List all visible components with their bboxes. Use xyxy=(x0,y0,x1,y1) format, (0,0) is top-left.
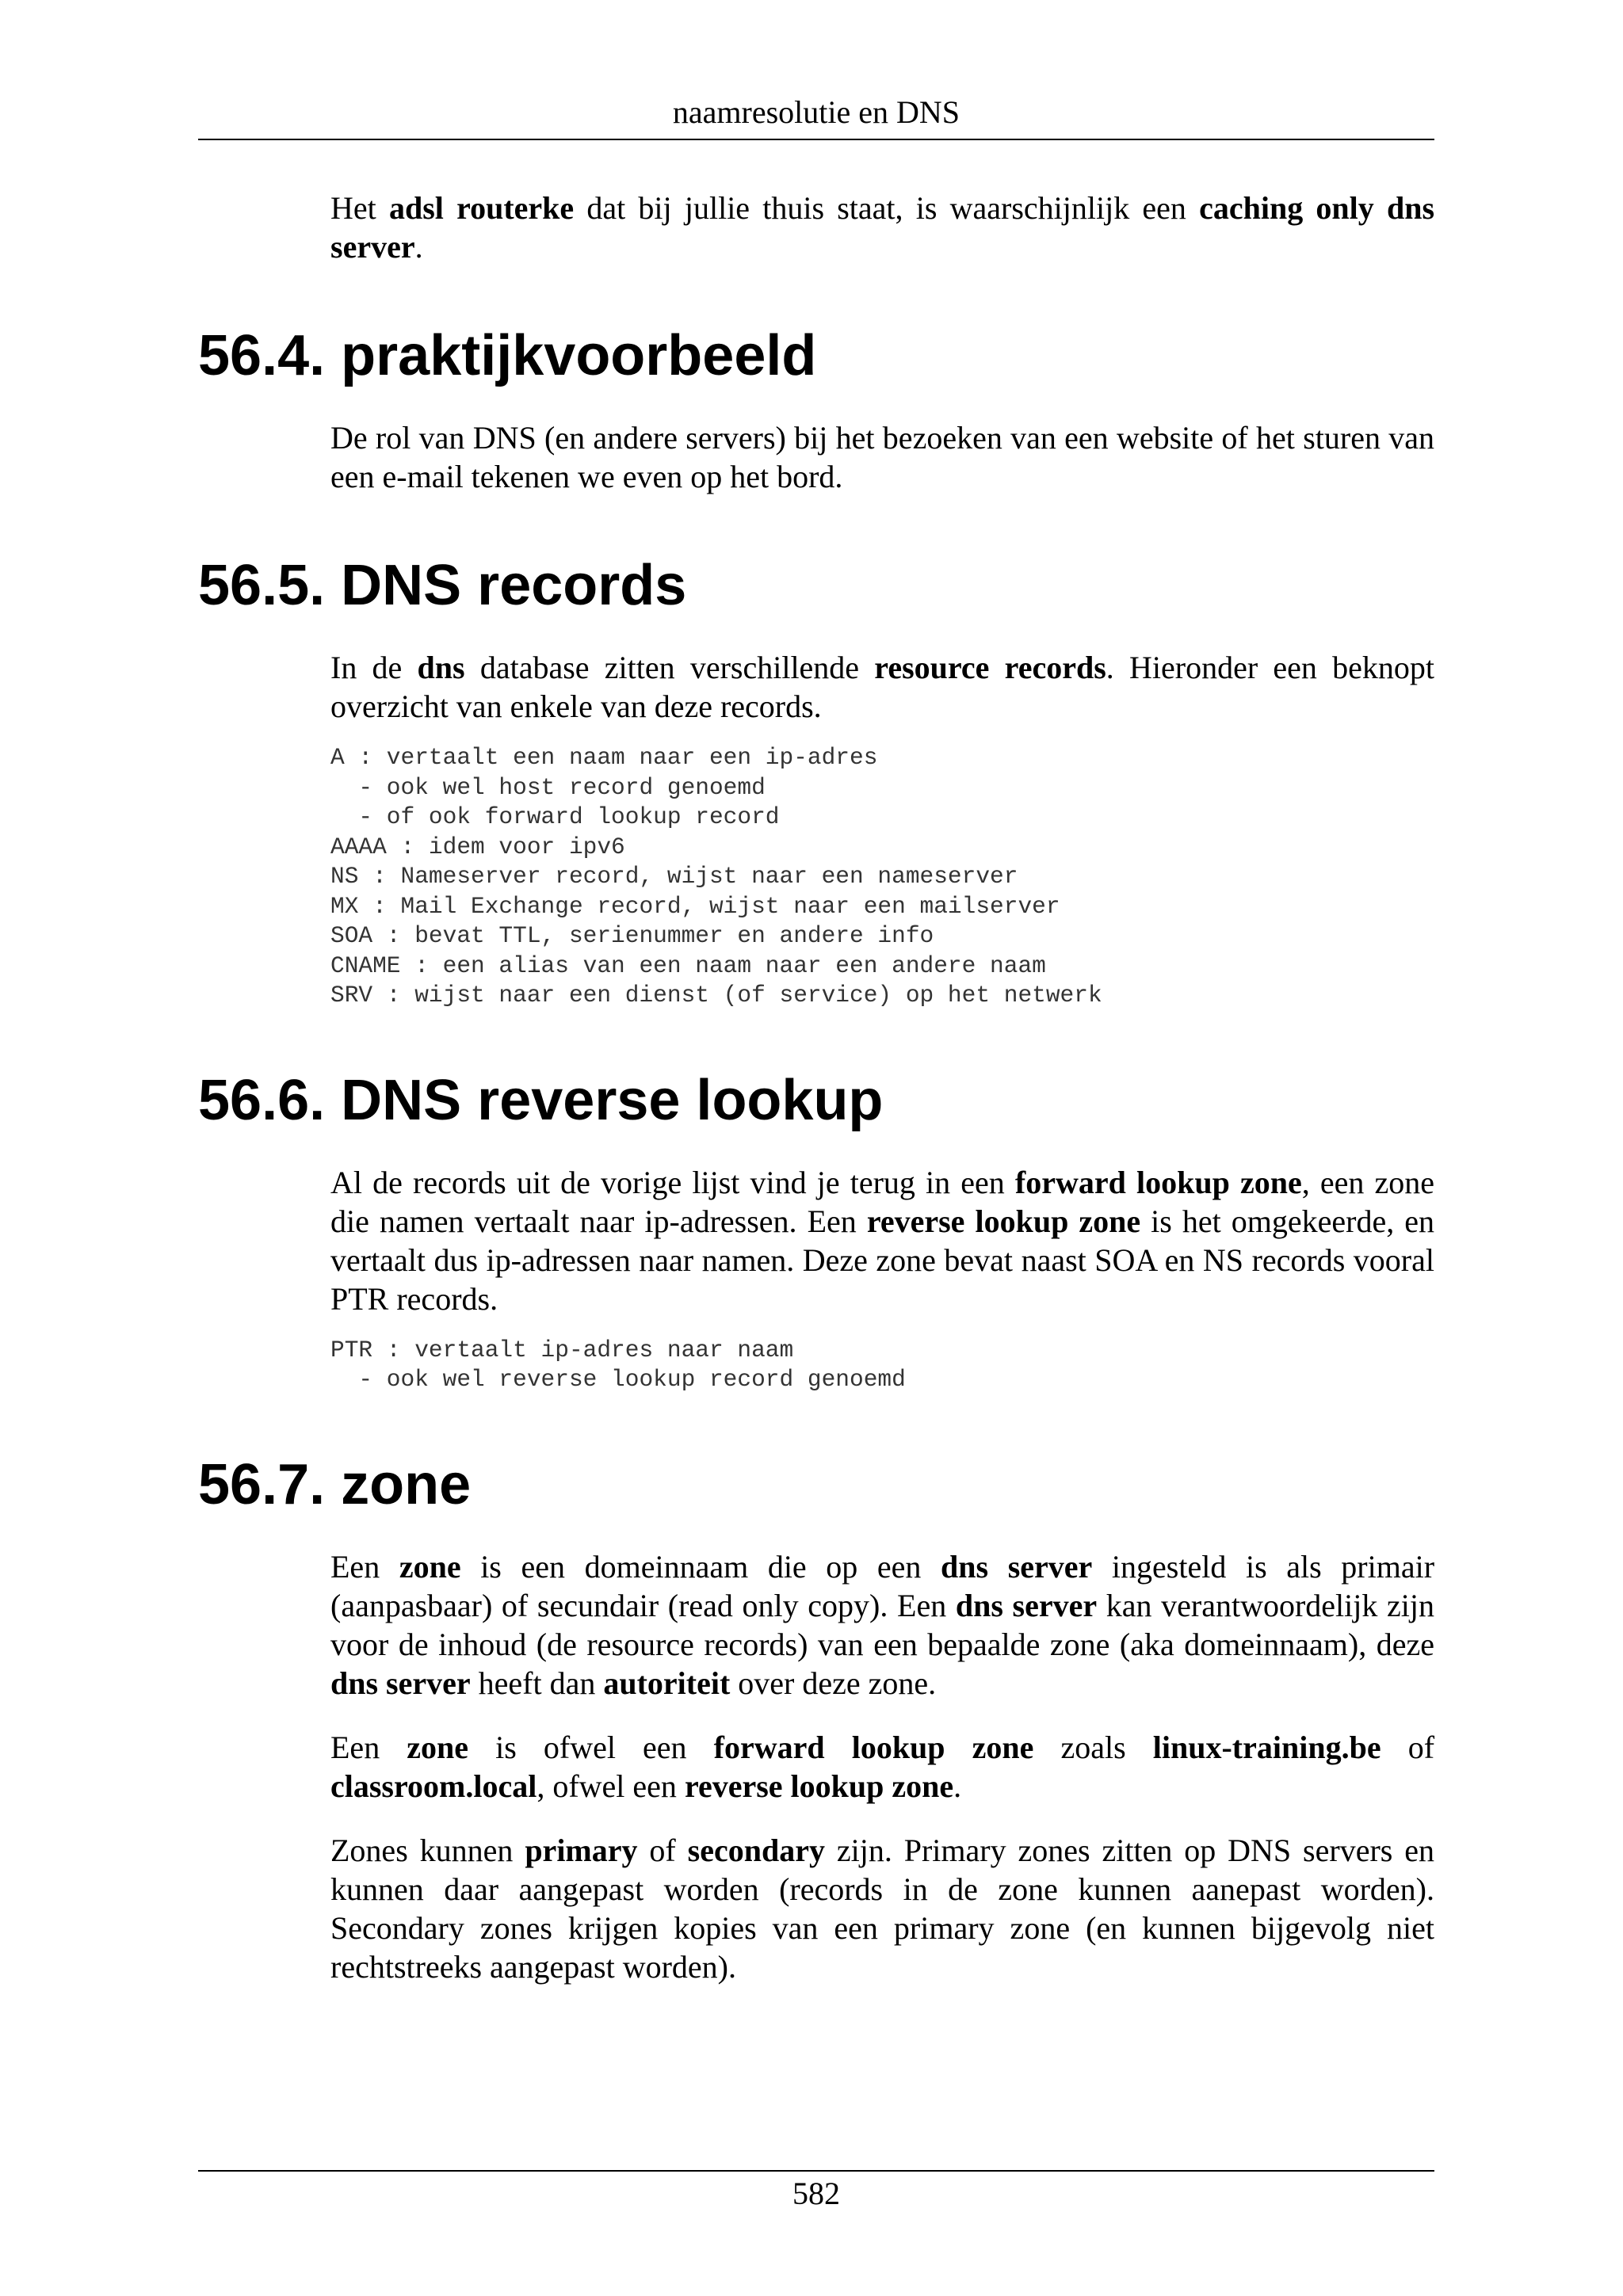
page-content xyxy=(198,189,1434,1986)
code-line: SOA : bevat TTL, serienummer en andere info xyxy=(330,922,934,949)
code-line: AAAA : idem voor ipv6 xyxy=(330,833,625,860)
footer-rule xyxy=(198,2170,1434,2172)
ptr-code-block xyxy=(330,1336,1434,1395)
running-header: naamresolutie en DNS xyxy=(672,94,960,130)
code-line: NS : Nameserver record, wijst naar een nameserver xyxy=(330,863,1018,890)
page-number: 582 xyxy=(792,2176,840,2211)
code-line: CNAME : een alias van een naam naar een andere naam xyxy=(330,952,1046,979)
code-line: - of ook forward lookup record xyxy=(330,803,780,830)
code-line: - ook wel reverse lookup record genoemd xyxy=(330,1366,906,1393)
dns-records-code-block xyxy=(330,743,1434,1011)
zone-paragraph-2: Een zone is ofwel een forward lookup zone zoals linux-training.be of classroom.local, ofwel een reverse lookup zone. xyxy=(330,1729,1435,1804)
code-line: A : vertaalt een naam naar een ip-adres xyxy=(330,744,878,771)
zone-paragraph-1: Een zone is een domeinnaam die op een dns server ingesteld is als primair (aanpasbaar) of secundair (read only copy). Een dns server kan verantwoordelijk zijn voor de inhoud (de resource records) van een bepaalde zone (aka domeinnaam), deze dns server heeft dan autoriteit over deze zone. xyxy=(330,1548,1435,1701)
zone-paragraph-3: Zones kunnen primary of secondary zijn. Primary zones zitten op DNS servers en kunnen daar aangepast worden (records in de zone kunnen aanepast worden). Secondary zones krijgen kopies van een primary zone (en kunnen bijgevolg niet rechtstreeks aangepast worden). xyxy=(330,1832,1434,1985)
code-line: MX : Mail Exchange record, wijst naar een mailserver xyxy=(330,892,1060,920)
header-rule xyxy=(198,139,1434,140)
section-heading-56-7: 56.7. zone xyxy=(198,1452,472,1516)
dns-records-paragraph: In de dns database zitten verschillende resource records. Hieronder een beknopt overzicht van enkele van deze records. xyxy=(330,650,1434,724)
intro-paragraph: Het adsl routerke dat bij jullie thuis staat, is waarschijnlijk een caching only dns server. xyxy=(330,190,1435,265)
section-heading-56-5: 56.5. DNS records xyxy=(198,554,687,617)
code-line: SRV : wijst naar een dienst (of service) op het netwerk xyxy=(330,982,1102,1009)
praktijkvoorbeeld-paragraph: De rol van DNS (en andere servers) bij het bezoeken van een website of het sturen van een e-mail tekenen we even op het bord. xyxy=(330,420,1434,494)
code-line: PTR : vertaalt ip-adres naar naam xyxy=(330,1336,794,1363)
section-heading-56-4: 56.4. praktijkvoorbeeld xyxy=(198,324,817,387)
reverse-lookup-paragraph: Al de records uit de vorige lijst vind je terug in een forward lookup zone, een zone die namen vertaalt naar ip-adressen. Een reverse lookup zone is het omgekeerde, en vertaalt dus ip-adressen naar namen. Deze zone bevat naast SOA en NS records vooral PTR records. xyxy=(330,1164,1435,1317)
code-line: - ook wel host record genoemd xyxy=(330,773,766,801)
section-heading-56-6: 56.6. DNS reverse lookup xyxy=(198,1068,884,1132)
